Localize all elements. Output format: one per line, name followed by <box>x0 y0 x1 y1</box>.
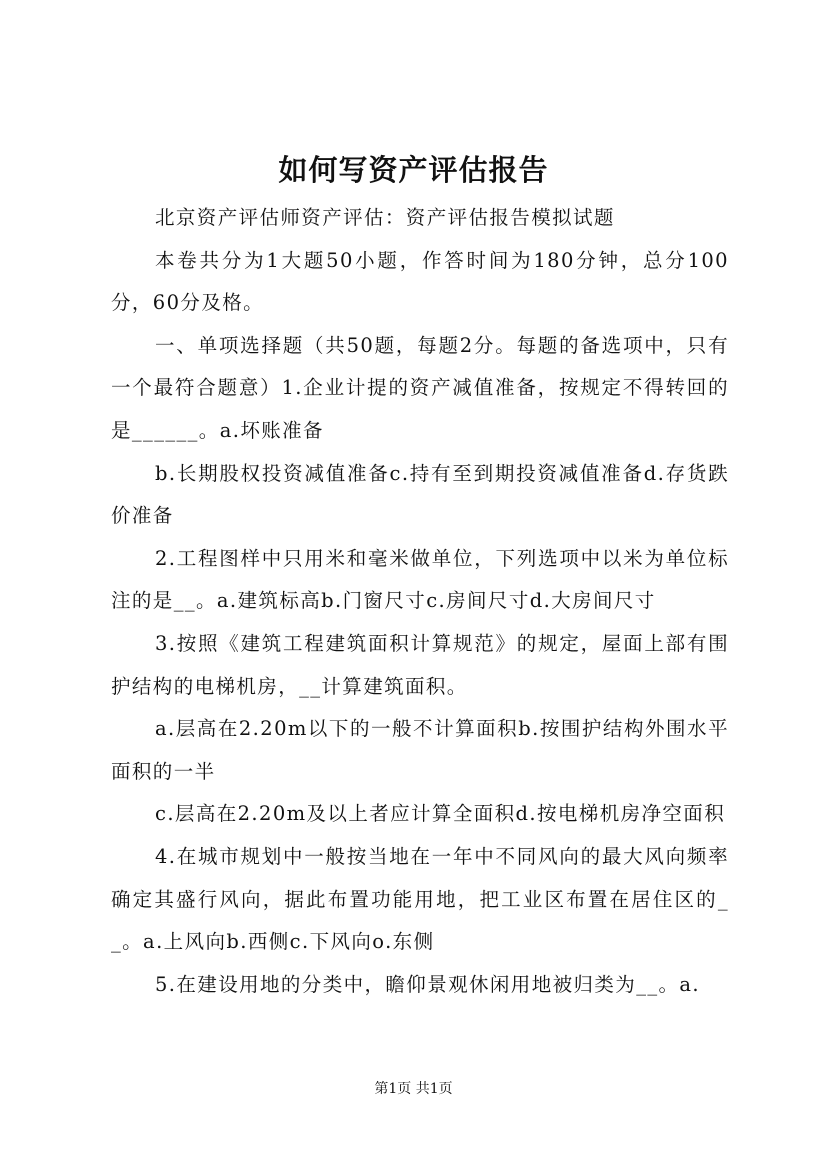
paragraph-question-1: 一、单项选择题（共50题，每题2分。每题的备选项中，只有一个最符合题意）1.企业计提的资产减值准备，按规定不得转回的是______。a.坏账准备 <box>111 333 729 442</box>
paragraph-question-5: 5.在建设用地的分类中，瞻仰景观休闲用地被归类为__。a. <box>155 972 701 996</box>
paragraph-exam-info: 本卷共分为1大题50小题，作答时间为180分钟，总分100分，60分及格。 <box>111 248 729 315</box>
paragraph-subtitle: 北京资产评估师资产评估：资产评估报告模拟试题 <box>155 206 615 229</box>
paragraph-question-4: 4.在城市规划中一般按当地在一年中不同风向的最大风向频率确定其盛行风向，据此布置功能用地，把工业区布置在居住区的__。a.上风向b.西侧c.下风向o.东侧 <box>111 844 729 954</box>
page-footer: 第1页 共1页 <box>374 1081 453 1097</box>
page-title: 如何写资产评估报告 <box>278 153 549 187</box>
paragraph-question-2: 2.工程图样中只用米和毫米做单位，下列选项中以米为单位标注的是__。a.建筑标高b.门窗尺寸c.房间尺寸d.大房间尺寸 <box>111 546 729 613</box>
paragraph-question-1-options: b.长期股权投资减值准备c.持有至到期投资减值准备d.存货跌价准备 <box>111 461 729 528</box>
paragraph-question-3-option-ab: a.层高在2.20m以下的一般不计算面积b.按围护结构外围水平面积的一半 <box>111 717 729 783</box>
paragraph-question-3: 3.按照《建筑工程建筑面积计算规范》的规定，屋面上部有围护结构的电梯机房，__计算建筑面积。 <box>111 631 729 698</box>
document-body <box>111 197 729 1006</box>
paragraph-question-3-option-cd: c.层高在2.20m及以上者应计算全面积d.按电梯机房净空面积 <box>155 802 726 826</box>
